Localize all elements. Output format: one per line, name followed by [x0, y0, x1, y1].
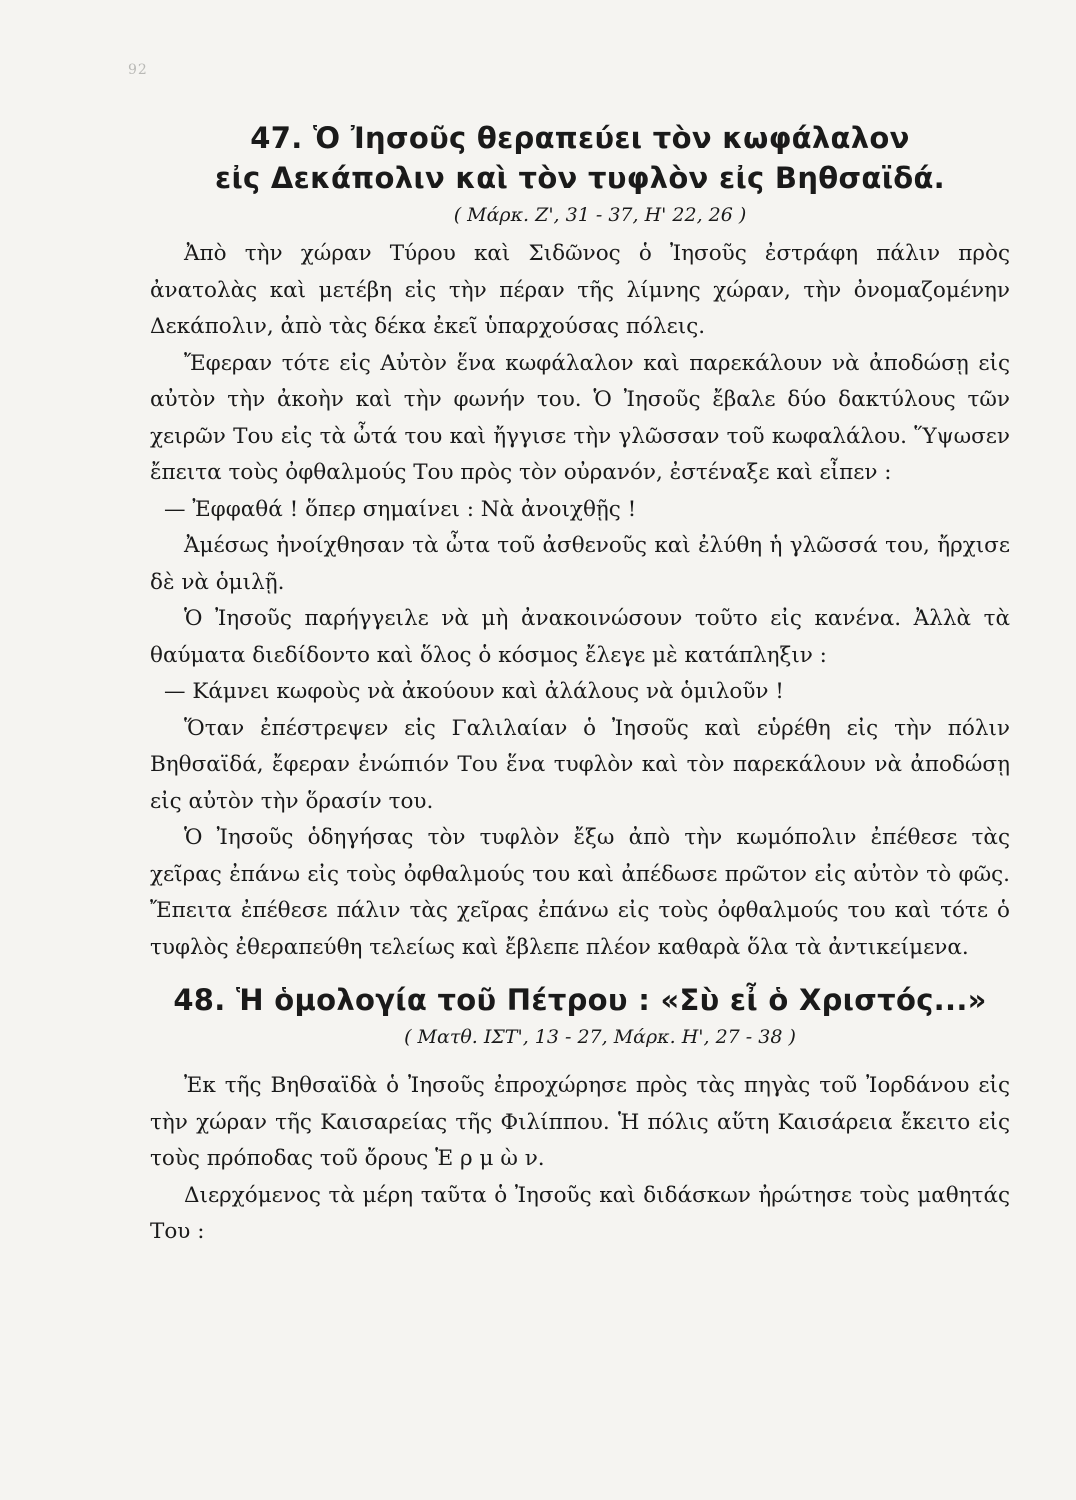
chapter-47-paragraph-3: Ἀμέσως ἠνοίχθησαν τὰ ὦτα τοῦ ἀσθενοῦς καὶ ἐλύθη ἡ γλῶσσά του, ἤρχισε δὲ νὰ ὁμιλῇ. [150, 533, 1010, 595]
chapter-47-title-line-1: 47. Ὁ Ἰησοῦς θεραπεύει τὸν κωφάλαλον [250, 121, 910, 155]
chapter-47-dialog-1: — Ἐφφαθά ! ὅπερ σημαίνει : Νὰ ἀνοιχθῇς ! [164, 496, 637, 522]
chapter-48-paragraph-1: Ἐκ τῆς Βηθσαϊδὰ ὁ Ἰησοῦς ἐπροχώρησε πρὸς τὰς πηγὰς τοῦ Ἰορδάνου εἰς τὴν χώραν τῆς Καισαρείας τῆς Φιλίππου. Ἡ πόλις αὕτη Καισάρεια ἔκειτο εἰς τοὺς πρόποδας τοῦ ὄρους Ἑ ρ μ ὼ ν. [150, 1073, 1010, 1171]
page-content [150, 118, 1010, 1251]
chapter-47-paragraph-5: Ὅταν ἐπέστρεψεν εἰς Γαλιλαίαν ὁ Ἰησοῦς καὶ εὑρέθη εἰς τὴν πόλιν Βηθσαϊδά, ἔφεραν ἐνώπιόν Του ἕνα τυφλὸν καὶ τὸν παρεκάλουν νὰ ἀποδώσῃ εἰς αὐτὸν τὴν ὅρασίν του. [150, 715, 1010, 814]
chapter-47-paragraph-4: Ὁ Ἰησοῦς παρήγγειλε νὰ μὴ ἀνακοινώσουν τοῦτο εἰς κανένα. Ἀλλὰ τὰ θαύματα διεδίδοντο καὶ ὅλος ὁ κόσμος ἔλεγε μὲ κατάπληξιν : [150, 606, 1010, 668]
chapter-48-reference: ( Ματθ. ΙΣΤ', 13 - 27, Μάρκ. Η', 27 - 38 ) [404, 1026, 796, 1048]
chapter-47-paragraph-1: Ἀπὸ τὴν χώραν Τύρου καὶ Σιδῶνος ὁ Ἰησοῦς ἐστράφη πάλιν πρὸς ἀνατολὰς καὶ μετέβη εἰς τὴν πέραν τῆς λίμνης χώραν, τὴν ὀνομαζομένην Δεκάπολιν, ἀπὸ τὰς δέκα ἐκεῖ ὑπαρχούσας πόλεις. [150, 241, 1010, 339]
chapter-47-paragraph-6: Ὁ Ἰησοῦς ὁδηγήσας τὸν τυφλὸν ἔξω ἀπὸ τὴν κωμόπολιν ἐπέθεσε τὰς χεῖρας ἐπάνω εἰς τοὺς ὀφθαλμούς του καὶ ἀπέδωσε πρῶτον εἰς αὐτὸν τὸ φῶς. Ἔπειτα ἐπέθεσε πάλιν τὰς χεῖρας ἐπάνω εἰς τοὺς ὀφθαλμούς του καὶ τότε ὁ τυφλὸς ἐθεραπεύθη τελείως καὶ ἔβλεπε πλέον καθαρὰ ὅλα τὰ ἀντικείμενα. [150, 825, 1010, 960]
chapter-47-paragraph-2: Ἔφεραν τότε εἰς Αὐτὸν ἕνα κωφάλαλον καὶ παρεκάλουν νὰ ἀποδώσῃ εἰς αὐτὸν τὴν ἀκοὴν καὶ τὴν φωνήν του. Ὁ Ἰησοῦς ἔβαλε δύο δακτύλους τῶν χειρῶν Του εἰς τὰ ὦτά του καὶ ἤγγισε τὴν γλῶσσαν τοῦ κωφαλάλου. Ὕψωσεν ἔπειτα τοὺς ὀφθαλμούς Του πρὸς τὸν οὐρανόν, ἐστέναξε καὶ εἶπεν : [150, 350, 1010, 485]
page-number: 92 [128, 62, 148, 78]
chapter-48 [150, 980, 1010, 1251]
chapter-47-title-line-2: εἰς Δεκάπολιν καὶ τὸν τυφλὸν εἰς Βηθσαϊδά. [215, 161, 945, 195]
chapter-47-title [150, 118, 1010, 198]
chapter-47-reference: ( Μάρκ. Ζ', 31 - 37, Η' 22, 26 ) [453, 204, 747, 226]
chapter-48-paragraph-2: Διερχόμενος τὰ μέρη ταῦτα ὁ Ἰησοῦς καὶ διδάσκων ἠρώτησε τοὺς μαθητάς Του : [150, 1182, 1010, 1244]
chapter-48-title: 48. Ἡ ὁμολογία τοῦ Πέτρου : «Σὺ εἶ ὁ Χριστός...» [173, 983, 987, 1017]
chapter-47-dialog-2: — Κάμνει κωφοὺς νὰ ἀκούουν καὶ ἀλάλους νὰ ὁμιλοῦν ! [164, 679, 784, 704]
chapter-47 [150, 118, 1010, 966]
